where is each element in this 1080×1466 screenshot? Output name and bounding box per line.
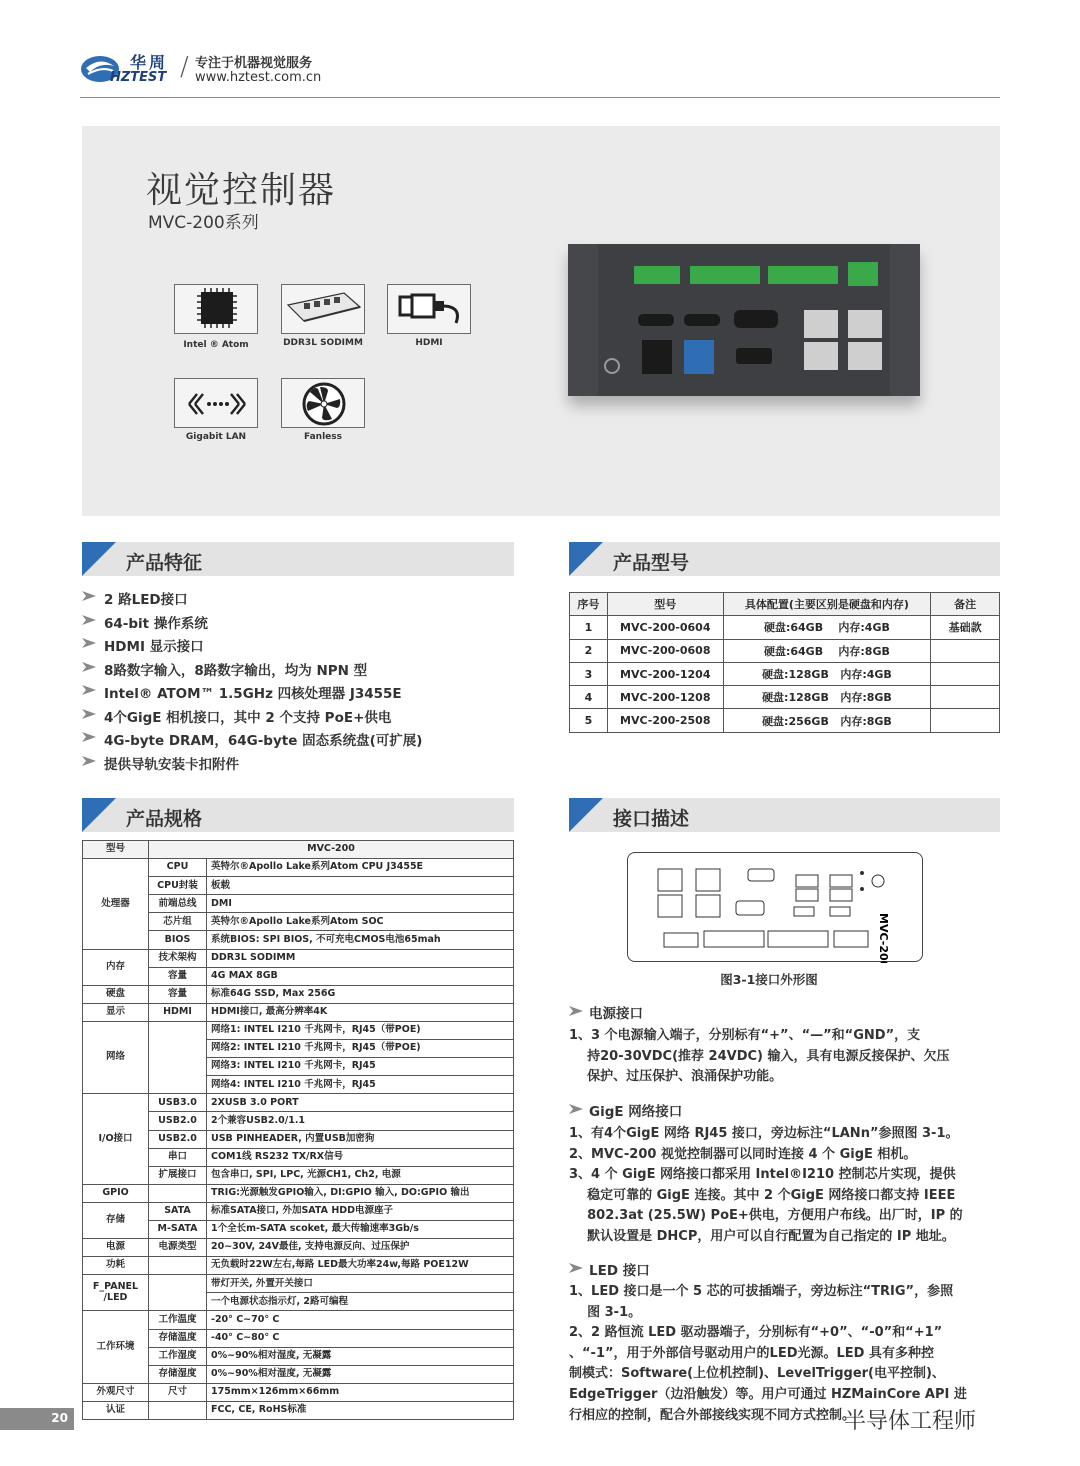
- spec-sub-cell: 电源类型: [149, 1239, 207, 1257]
- models-cell: MVC-200-1204: [607, 662, 723, 685]
- models-header-cell: 序号: [570, 593, 608, 616]
- feature-label-hdmi: HDMI: [415, 338, 443, 348]
- feature-item-text: 4个GigE 相机接口，其中 2 个支持 PoE+供电: [104, 709, 392, 726]
- feature-item: [82, 659, 522, 683]
- header-url: www.hztest.com.cn: [195, 70, 322, 85]
- feature-item: [82, 612, 522, 636]
- arrow-bullet-icon: [569, 1263, 583, 1273]
- spec-value-cell: TRIG:光源触发GPIO输入, DI:GPIO 输入, DO:GPIO 输出: [207, 1184, 514, 1202]
- table-row: [83, 1311, 514, 1329]
- spec-value-cell: DDR3L SODIMM: [207, 949, 514, 967]
- paragraph-line: 持20-30VDC(推荐 24VDC) 输入，具有电源反接保护、欠压: [569, 1048, 950, 1064]
- power-subtitle-text: 电源接口: [589, 1006, 643, 1022]
- spec-group-cell: 功耗: [83, 1257, 149, 1275]
- spec-value-cell: -40° C~80° C: [207, 1329, 514, 1347]
- arrow-bullet-icon: [569, 1104, 583, 1114]
- spec-group-cell: 内存: [83, 949, 149, 985]
- table-row: [570, 639, 1000, 662]
- models-header-cell: 备注: [931, 593, 1000, 616]
- spec-value-cell: 包含串口, SPI, LPC, 光源CH1, Ch2, 电源: [207, 1166, 514, 1184]
- arrow-bullet-icon: [82, 685, 96, 695]
- table-row: [83, 859, 514, 877]
- spec-model-label: 型号: [83, 841, 149, 859]
- spec-value-cell: 网络3: INTEL I210 千兆网卡，RJ45: [207, 1058, 514, 1076]
- spec-sub-cell: [149, 1401, 207, 1419]
- spec-value-cell: 一个电源状态指示灯, 2路可编程: [207, 1293, 514, 1311]
- spec-value-cell: 20~30V, 24V最佳, 支持电源反向、过压保护: [207, 1239, 514, 1257]
- spec-group-cell: 硬盘: [83, 985, 149, 1003]
- led-subtitle-text: LED 接口: [589, 1263, 650, 1279]
- models-cell: 1: [570, 616, 608, 639]
- hero-banner: [82, 126, 1000, 516]
- spec-value-cell: 0%~90%相对湿度, 无凝露: [207, 1365, 514, 1383]
- spec-value-cell: 网络2: INTEL I210 千兆网卡，RJ45（带POE): [207, 1040, 514, 1058]
- spec-value-cell: 系统BIOS: SPI BIOS, 不可充电CMOS电池65mah: [207, 931, 514, 949]
- specs-model-row: [83, 841, 514, 859]
- feature-item-text: 提供导轨安装卡扣附件: [104, 756, 239, 773]
- section-triangle-icon: [82, 798, 116, 832]
- arrow-bullet-icon: [82, 662, 96, 672]
- feature-fanless: [281, 378, 365, 428]
- spec-sub-cell: USB2.0: [149, 1112, 207, 1130]
- spec-value-cell: FCC, CE, RoHS标准: [207, 1401, 514, 1419]
- paragraph-line: 行相应的控制，配合外部接线实现不同方式控制。: [569, 1407, 856, 1423]
- feature-lan: [174, 378, 258, 428]
- spec-sub-cell: 技术架构: [149, 949, 207, 967]
- models-title: 产品型号: [613, 552, 690, 574]
- table-row: [83, 1275, 514, 1293]
- models-cell: [931, 709, 1000, 732]
- arrow-bullet-icon: [82, 638, 96, 648]
- section-triangle-icon: [569, 798, 603, 832]
- models-cell: 5: [570, 709, 608, 732]
- spec-group-cell: GPIO: [83, 1184, 149, 1202]
- gige-subtitle: [569, 1100, 682, 1120]
- arrow-bullet-icon: [82, 709, 96, 719]
- models-section-header: [569, 542, 1000, 576]
- spec-value-cell: 4G MAX 8GB: [207, 967, 514, 985]
- spec-sub-cell: CPU封装: [149, 877, 207, 895]
- product-subtitle: MVC-200系列: [148, 213, 259, 233]
- figure-model-label: MVC-200: [877, 913, 890, 963]
- spec-sub-cell: 容量: [149, 967, 207, 985]
- feature-item-text: 8路数字输入，8路数字输出，均为 NPN 型: [104, 662, 368, 679]
- watermark: 半导体工程师: [844, 1409, 977, 1434]
- spec-group-cell: F_PANEL /LED: [83, 1275, 149, 1311]
- power-subtitle: [569, 1002, 643, 1022]
- interface-figure: [627, 852, 923, 962]
- spec-value-cell: 英特尔®Apollo Lake系列Atom SOC: [207, 913, 514, 931]
- paragraph-line: 2、2 路恒流 LED 驱动器端子，分别标有“+0”、“-0”和“+1”: [569, 1325, 943, 1341]
- spec-value-cell: DMI: [207, 895, 514, 913]
- spec-value-cell: 无负载时22W左右,每路 LED最大功率24w,每路 POE12W: [207, 1257, 514, 1275]
- spec-value-cell: 标准64G SSD, Max 256G: [207, 985, 514, 1003]
- table-row: [570, 709, 1000, 732]
- spec-group-cell: 网络: [83, 1021, 149, 1093]
- arrow-bullet-icon: [82, 615, 96, 625]
- table-row: [83, 1401, 514, 1419]
- models-cell: MVC-200-1208: [607, 686, 723, 709]
- models-header-cell: 具体配置(主要区别是硬盘和内存): [723, 593, 931, 616]
- spec-value-cell: 带灯开关, 外置开关接口: [207, 1275, 514, 1293]
- paragraph-line: 制模式：Software(上位机控制)、LevelTrigger(电平控制)、: [569, 1366, 945, 1382]
- spec-group-cell: 工作环境: [83, 1311, 149, 1383]
- lan-arrows-icon: [175, 379, 259, 429]
- spec-sub-cell: USB2.0: [149, 1130, 207, 1148]
- models-cell: [931, 686, 1000, 709]
- spec-sub-cell: CPU: [149, 859, 207, 877]
- feature-item-text: HDMI 显示接口: [104, 639, 204, 655]
- spec-group-cell: 电源: [83, 1239, 149, 1257]
- spec-group-cell: 处理器: [83, 859, 149, 949]
- header-tagline: 专注于机器视觉服务: [195, 56, 313, 71]
- models-cell: 硬盘:64GB 内存:4GB: [723, 616, 931, 639]
- paragraph-line: 图 3-1。: [569, 1304, 642, 1320]
- paragraph-line: 保护、过压保护、浪涌保护功能。: [569, 1069, 783, 1085]
- feature-label-memory: DDR3L SODIMM: [283, 338, 363, 348]
- feature-memory: [281, 284, 365, 334]
- feature-item: [82, 729, 522, 753]
- models-cell: 基础款: [931, 616, 1000, 639]
- section-triangle-icon: [569, 542, 603, 576]
- spec-sub-cell: 容量: [149, 985, 207, 1003]
- brand-en: HZTEST: [110, 70, 167, 85]
- table-row: [83, 1257, 514, 1275]
- spec-sub-cell: [149, 1275, 207, 1311]
- feature-item: [82, 588, 522, 612]
- header-rule: [80, 97, 1000, 98]
- specs-title: 产品规格: [126, 808, 203, 830]
- feature-item: [82, 682, 522, 706]
- gige-subtitle-text: GigE 网络接口: [589, 1104, 683, 1120]
- page-header: [80, 50, 1000, 98]
- interface-diagram-icon: [628, 853, 924, 963]
- table-row: [83, 1383, 514, 1401]
- spec-sub-cell: 扩展接口: [149, 1166, 207, 1184]
- spec-sub-cell: [149, 1184, 207, 1202]
- paragraph-line: 1、有4个GigE 网络 RJ45 接口，旁边标注“LANn”参照图 3-1。: [569, 1126, 959, 1141]
- spec-value-cell: 网络1: INTEL I210 千兆网卡，RJ45（带POE): [207, 1021, 514, 1039]
- feature-label-cpu: Intel ® Atom: [183, 340, 249, 350]
- feature-item: [82, 706, 522, 730]
- specs-table: [82, 840, 514, 1420]
- spec-value-cell: 2XUSB 3.0 PORT: [207, 1094, 514, 1112]
- spec-value-cell: 1个全长m-SATA scoket, 最大传输速率3Gb/s: [207, 1220, 514, 1238]
- models-cell: MVC-200-2508: [607, 709, 723, 732]
- models-header-cell: 型号: [607, 593, 723, 616]
- table-row: [570, 662, 1000, 685]
- spec-value-cell: 网络4: INTEL I210 千兆网卡，RJ45: [207, 1076, 514, 1094]
- models-table: [569, 592, 1000, 733]
- table-row: [83, 1003, 514, 1021]
- paragraph-line: EdgeTrigger（边沿触发）等。用户可通过 HZMainCore API 进: [569, 1386, 967, 1402]
- models-cell: 硬盘:64GB 内存:8GB: [723, 639, 931, 662]
- features-section-header: [82, 542, 514, 576]
- spec-value-cell: 0%~90%相对湿度, 无凝露: [207, 1347, 514, 1365]
- table-row: [83, 1202, 514, 1220]
- spec-value-cell: 标准SATA接口, 外加SATA HDD电源座子: [207, 1202, 514, 1220]
- spec-sub-cell: 前端总线: [149, 895, 207, 913]
- models-cell: MVC-200-0608: [607, 639, 723, 662]
- page-number: 20: [51, 1411, 68, 1425]
- feature-item-text: Intel® ATOM™ 1.5GHz 四核处理器 J3455E: [104, 686, 402, 702]
- paragraph-line: 1、3 个电源输入端子，分别标有“+”、“—”和“GND”，支: [569, 1028, 921, 1043]
- spec-sub-cell: HDMI: [149, 1003, 207, 1021]
- models-cell: 2: [570, 639, 608, 662]
- paragraph-line: 802.3at (25.5W) PoE+供电，方便用户布线。出厂时，IP 的: [569, 1208, 963, 1224]
- spec-value-cell: HDMI接口, 最高分辨率4K: [207, 1003, 514, 1021]
- table-row: [570, 686, 1000, 709]
- spec-sub-cell: 串口: [149, 1148, 207, 1166]
- feature-item: [82, 753, 522, 777]
- spec-value-cell: 板载: [207, 877, 514, 895]
- gige-paragraph: [569, 1124, 1004, 1248]
- spec-value-cell: USB PINHEADER, 内置USB加密狗: [207, 1130, 514, 1148]
- header-divider: /: [180, 52, 189, 82]
- spec-sub-cell: 工作湿度: [149, 1347, 207, 1365]
- table-row: [83, 1021, 514, 1039]
- models-cell: MVC-200-0604: [607, 616, 723, 639]
- arrow-bullet-icon: [82, 756, 96, 766]
- feature-label-lan: Gigabit LAN: [185, 432, 247, 442]
- spec-group-cell: 认证: [83, 1401, 149, 1419]
- table-row: [83, 985, 514, 1003]
- feature-label-fanless: Fanless: [303, 432, 342, 442]
- models-cell: 4: [570, 686, 608, 709]
- paragraph-line: 1、LED 接口是一个 5 芯的可拔插端子，旁边标注“TRIG”，参照: [569, 1284, 954, 1299]
- features-list: [82, 588, 522, 776]
- spec-value-cell: 175mm×126mm×66mm: [207, 1383, 514, 1401]
- hdmi-icon: [388, 285, 472, 335]
- table-row: [570, 616, 1000, 639]
- spec-sub-cell: 存储温度: [149, 1329, 207, 1347]
- page-number-tab: [0, 1408, 74, 1430]
- feature-item-text: 4G-byte DRAM，64G-byte 固态系统盘(可扩展): [104, 733, 423, 749]
- paragraph-line: 稳定可靠的 GigE 连接。其中 2 个GigE 网络接口都支持 IEEE: [569, 1187, 956, 1203]
- models-header-row: [570, 593, 1000, 616]
- paragraph-line: 3、4 个 GigE 网络接口都采用 Intel®I210 控制芯片实现，提供: [569, 1167, 956, 1183]
- spec-group-cell: 外观尺寸: [83, 1383, 149, 1401]
- spec-sub-cell: 存储湿度: [149, 1365, 207, 1383]
- interface-section-header: [569, 798, 1000, 832]
- feature-item-text: 64-bit 操作系统: [104, 615, 208, 632]
- features-title: 产品特征: [126, 552, 203, 574]
- table-row: [83, 1094, 514, 1112]
- spec-sub-cell: 工作温度: [149, 1311, 207, 1329]
- table-row: [83, 949, 514, 967]
- spec-value-cell: COM1线 RS232 TX/RX信号: [207, 1148, 514, 1166]
- section-triangle-icon: [82, 542, 116, 576]
- spec-sub-cell: BIOS: [149, 931, 207, 949]
- figure-caption: 图3-1接口外形图: [720, 972, 818, 987]
- fan-icon: [282, 379, 366, 429]
- models-cell: 硬盘:128GB 内存:8GB: [723, 686, 931, 709]
- chip-icon: [175, 285, 259, 335]
- spec-value-cell: 2个兼容USB2.0/1.1: [207, 1112, 514, 1130]
- table-row: [83, 1184, 514, 1202]
- spec-value-cell: -20° C~70° C: [207, 1311, 514, 1329]
- device-front-panel-icon: [568, 244, 920, 396]
- paragraph-line: 2、MVC-200 视觉控制器可以同时连接 4 个 GigE 相机。: [569, 1146, 917, 1162]
- specs-section-header: [82, 798, 514, 832]
- spec-sub-cell: [149, 1257, 207, 1275]
- memory-icon: [282, 285, 366, 335]
- led-subtitle: [569, 1259, 650, 1279]
- spec-value-cell: 英特尔®Apollo Lake系列Atom CPU J3455E: [207, 859, 514, 877]
- feature-chip: [174, 284, 258, 334]
- spec-sub-cell: USB3.0: [149, 1094, 207, 1112]
- feature-hdmi: [387, 284, 471, 334]
- spec-sub-cell: 尺寸: [149, 1383, 207, 1401]
- models-cell: 硬盘:128GB 内存:4GB: [723, 662, 931, 685]
- spec-sub-cell: 芯片组: [149, 913, 207, 931]
- power-paragraph: [569, 1026, 1004, 1088]
- feature-item-text: 2 路LED接口: [104, 592, 188, 608]
- spec-sub-cell: SATA: [149, 1202, 207, 1220]
- product-title: 视觉控制器: [146, 170, 337, 211]
- product-photo: [568, 244, 920, 396]
- spec-sub-cell: [149, 1021, 207, 1093]
- spec-sub-cell: M-SATA: [149, 1220, 207, 1238]
- table-row: [83, 1239, 514, 1257]
- spec-group-cell: 存储: [83, 1202, 149, 1238]
- models-cell: 3: [570, 662, 608, 685]
- models-cell: [931, 639, 1000, 662]
- feature-item: [82, 635, 522, 659]
- paragraph-line: 、“-1”，用于外部信号驱动用户的LED光源。LED 具有多种控: [569, 1345, 934, 1361]
- models-cell: 硬盘:256GB 内存:8GB: [723, 709, 931, 732]
- brand-cn: 华周: [130, 53, 169, 72]
- arrow-bullet-icon: [82, 732, 96, 742]
- spec-group-cell: 显示: [83, 1003, 149, 1021]
- arrow-bullet-icon: [82, 591, 96, 601]
- spec-model-value: MVC-200: [149, 841, 514, 859]
- models-cell: [931, 662, 1000, 685]
- arrow-bullet-icon: [569, 1006, 583, 1016]
- paragraph-line: 默认设置是 DHCP，用户可以自行配置为自己指定的 IP 地址。: [569, 1228, 955, 1244]
- spec-group-cell: I/O接口: [83, 1094, 149, 1184]
- interface-title: 接口描述: [613, 808, 690, 830]
